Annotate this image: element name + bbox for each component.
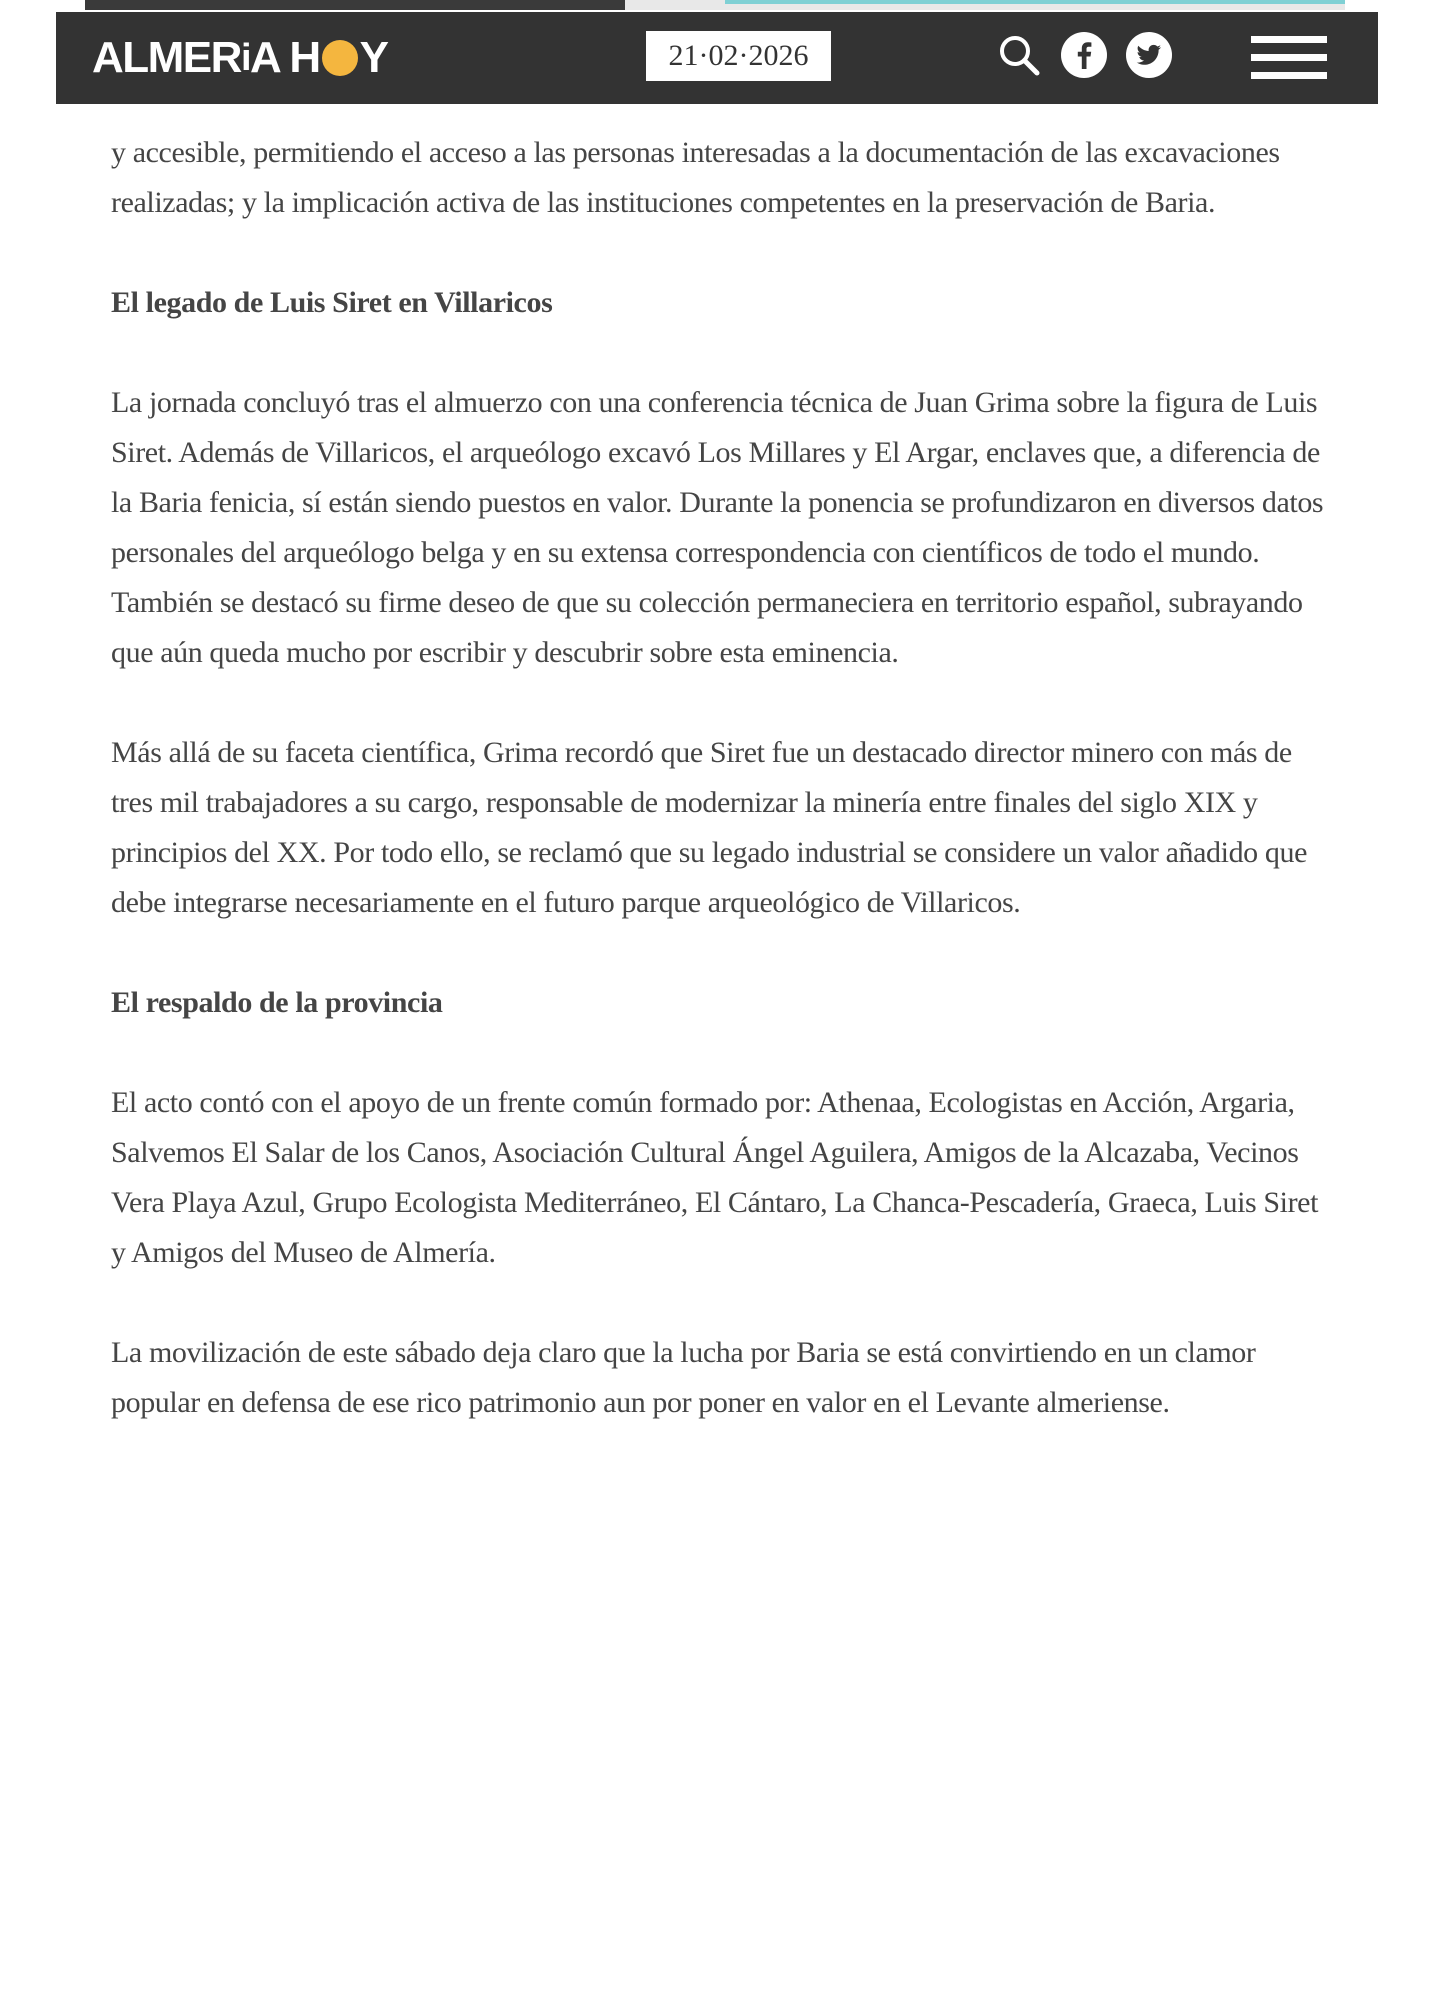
site-header bbox=[56, 12, 1378, 104]
heading-legado: El legado de Luis Siret en Villaricos bbox=[111, 286, 553, 319]
paragraph-acto: El acto contó con el apoyo de un frente común formado por: Athenaa, Ecologistas en Acción, Argaria, Salvemos El Salar de los Canos, Asociación Cultural Ángel Aguilera, Amigos de la Alcazaba, Vecinos Vera Playa Azul, Grupo Ecologista Mediterráneo, El Cántaro, La Chanca-Pescadería, Graeca, Luis Siret y Amigos del Museo de Almería. bbox=[111, 1086, 1319, 1269]
paragraph-faceta: Más allá de su faceta científica, Grima recordó que Siret fue un destacado director minero con más de tres mil trabajadores a su cargo, responsable de modernizar la minería entre finales del siglo XIX y principios del XX. Por todo ello, se reclamó que su legado industrial se considere un valor añadido que debe integrarse necesariamente en el futuro parque arqueológico de Villaricos. bbox=[111, 736, 1307, 919]
search-icon[interactable] bbox=[996, 32, 1042, 78]
menu-icon[interactable] bbox=[1251, 34, 1327, 82]
site-logo[interactable] bbox=[92, 31, 388, 85]
paragraph-movilizacion: La movilización de este sábado deja claro que la lucha por Baria se está convirtiendo en un clamor popular en defensa de ese rico patrimonio aun por poner en valor en el Levante almeriense. bbox=[111, 1336, 1256, 1419]
logo-sun-icon bbox=[322, 40, 358, 76]
article-body bbox=[111, 128, 1331, 1428]
current-date: 21·02·2026 bbox=[646, 31, 831, 81]
paragraph-jornada: La jornada concluyó tras el almuerzo con una conferencia técnica de Juan Grima sobre la figura de Luis Siret. Además de Villaricos, el arqueólogo excavó Los Millares y El Argar, enclaves que, a diferencia de la Baria fenicia, sí están siendo puestos en valor. Durante la ponencia se profundizaron en diversos datos personales del arqueólogo belga y en su extensa correspondencia con científicos de todo el mundo. También se destacó su firme deseo de que su colección permaneciera en territorio español, subrayando que aún queda mucho por escribir y descubrir sobre esta eminencia. bbox=[111, 386, 1324, 669]
facebook-icon[interactable] bbox=[1061, 32, 1107, 78]
top-strip-dark bbox=[85, 0, 625, 10]
paragraph-intro: y accesible, permitiendo el acceso a las personas interesadas a la documentación de las excavaciones realizadas; y la implicación activa de las instituciones competentes en la preservación de Baria. bbox=[111, 136, 1280, 219]
top-ad-strip bbox=[85, 0, 1345, 10]
logo-text-ah: A H bbox=[250, 33, 320, 82]
logo-text-i: i bbox=[240, 36, 250, 79]
logo-text-almer: ALMER bbox=[92, 33, 241, 82]
top-strip-teal bbox=[725, 0, 1345, 4]
logo-text-y: Y bbox=[359, 33, 388, 82]
heading-respaldo: El respaldo de la provincia bbox=[111, 986, 443, 1019]
twitter-icon[interactable] bbox=[1126, 32, 1172, 78]
